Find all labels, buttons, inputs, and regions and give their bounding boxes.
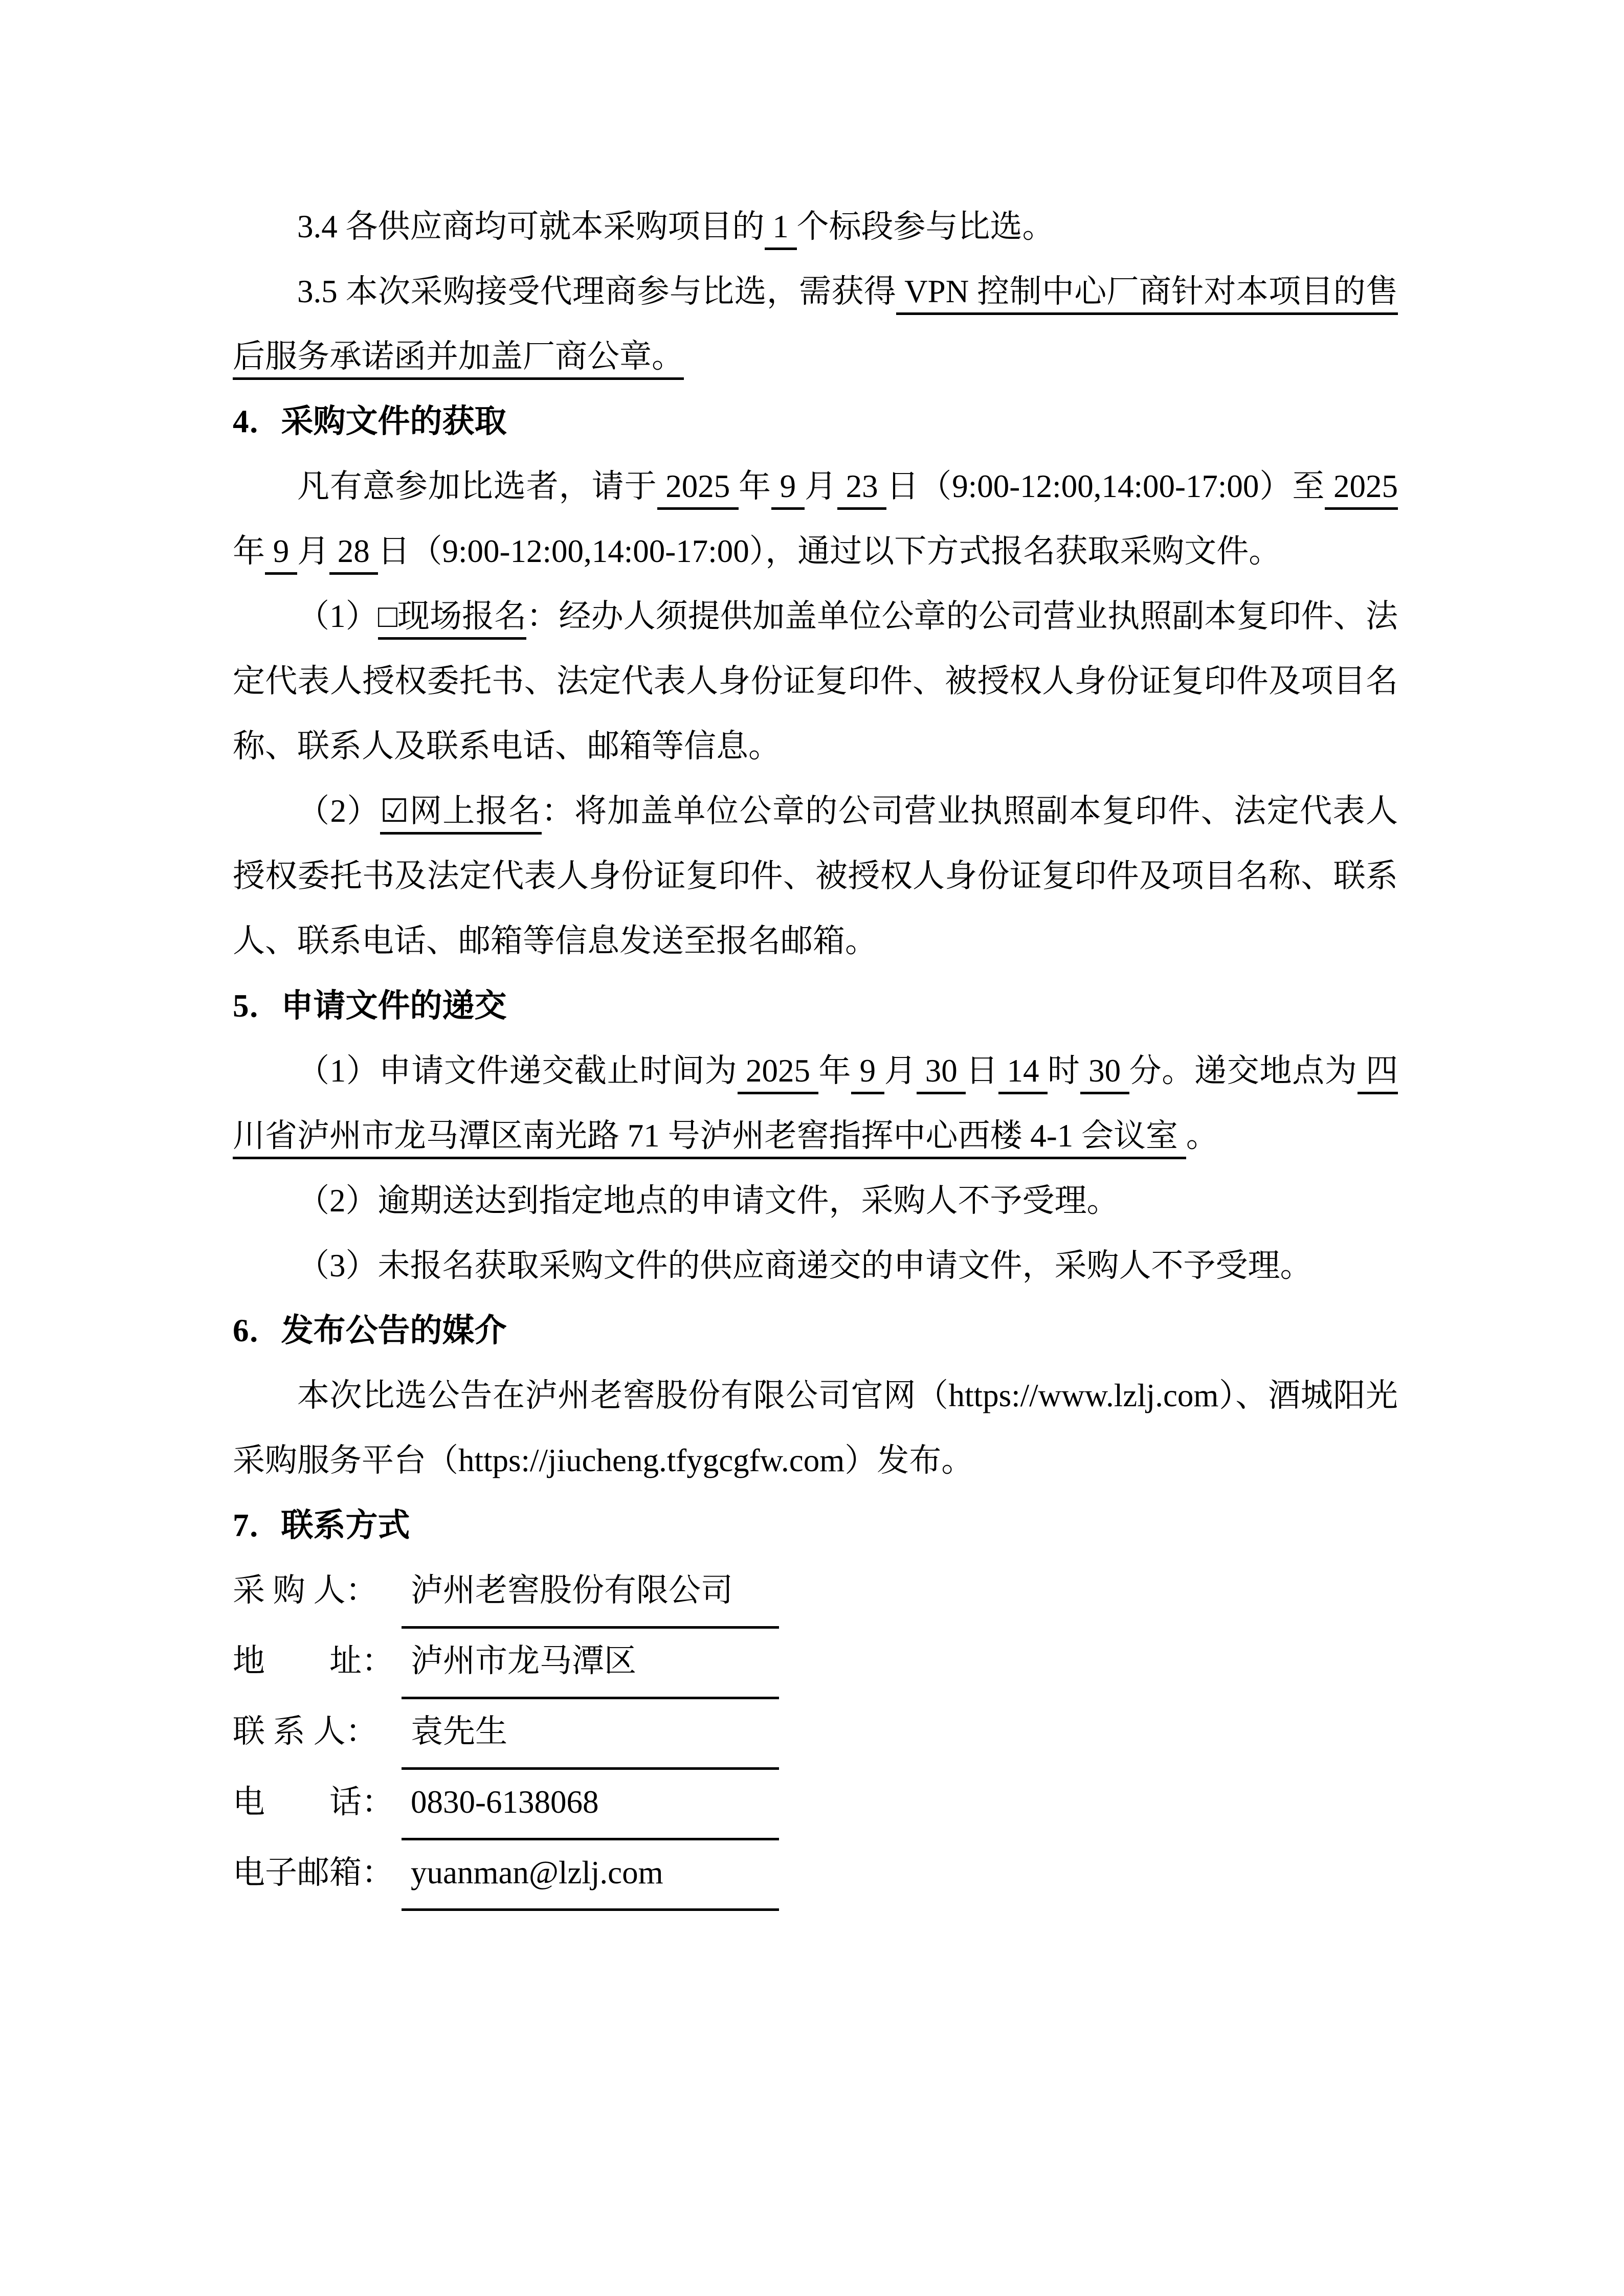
text-run: 分。递交地点为 — [1129, 1053, 1358, 1089]
checkbox-unchecked-icon: □ — [378, 598, 397, 640]
section-heading — [233, 1493, 1398, 1558]
paragraph — [233, 1039, 1398, 1168]
document-content — [233, 194, 1398, 1911]
paragraph — [233, 779, 1398, 974]
text-run: ：将加盖单位公章的公司营业执照副本复印件、法定代表人授权委托书及法定代表人身份证复印件、被授权人身份证复印件及项目名称、联系人、联系电话、邮箱等信息发送至报名邮箱。 — [233, 793, 1398, 959]
text-run: 日（9:00-12:00,14:00-17:00），通过以下方式报名获取采购文件。 — [377, 533, 1281, 569]
text-run: （2）逾期送达到指定地点的申请文件，采购人不予受理。 — [297, 1183, 1119, 1219]
paragraph — [233, 194, 1398, 259]
text-run: 6．发布公告的媒介 — [233, 1313, 507, 1348]
text-run: 月 — [297, 533, 329, 569]
underlined-text: 2025 — [1325, 468, 1398, 510]
paragraph — [233, 1363, 1398, 1493]
text-run: 3.5 本次采购接受代理商参与比选，需获得 — [297, 274, 897, 309]
contact-row — [233, 1629, 1398, 1699]
contact-label: 地 址： — [233, 1643, 394, 1679]
underlined-text: 9 — [265, 533, 297, 575]
contact-label: 联 系 人： — [233, 1714, 378, 1749]
underlined-text: VPN 控制中心厂商针对本项目的售后服务承诺函并加盖厂商公章。 — [233, 274, 1398, 380]
contact-row — [233, 1699, 1398, 1770]
text-run: 年 — [233, 533, 265, 569]
contact-row — [233, 1770, 1398, 1840]
text-run: 年 — [818, 1053, 852, 1089]
underlined-text: 30 — [917, 1053, 966, 1094]
paragraph — [233, 1233, 1398, 1298]
text-run: 年 — [739, 468, 771, 504]
underlined-text: 23 — [837, 468, 886, 510]
text-run: 个标段参与比选。 — [796, 209, 1055, 244]
text-run: 日（9:00-12:00,14:00-17:00）至 — [886, 468, 1325, 504]
contact-value: yuanman@lzlj.com — [411, 1855, 663, 1890]
text-run: 月 — [884, 1053, 917, 1089]
underlined-text: 28 — [329, 533, 378, 575]
text-run: 。 — [1186, 1118, 1218, 1154]
section-heading — [233, 974, 1398, 1039]
contact-label: 电子邮箱： — [233, 1855, 394, 1890]
contact-value: 泸州市龙马潭区 — [411, 1643, 636, 1679]
underlined-text: 2025 — [738, 1053, 819, 1094]
text-run: 凡有意参加比选者，请于 — [297, 468, 657, 504]
underlined-text: 9 — [851, 1053, 884, 1094]
underlined-text: 四川省泸州市龙马潭区南光路 71 号泸州老窖指挥中心西楼 4-1 会议室 — [233, 1053, 1398, 1159]
contact-label: 电 话： — [233, 1784, 394, 1820]
paragraph — [233, 584, 1398, 779]
underlined-text: 网上报名 — [409, 793, 541, 835]
paragraph — [233, 454, 1398, 584]
underline-blank — [402, 1629, 779, 1699]
text-run: 3.4 各供应商均可就本采购项目的 — [297, 209, 765, 244]
underline-blank — [402, 1770, 779, 1840]
underlined-text: 1 — [765, 209, 797, 250]
contact-value: 泸州老窖股份有限公司 — [411, 1572, 733, 1608]
underlined-text: 现场报名 — [397, 598, 526, 640]
section-heading — [233, 389, 1398, 454]
text-run: （3）未报名获取采购文件的供应商递交的申请文件，采购人不予受理。 — [297, 1248, 1312, 1284]
paragraph — [233, 259, 1398, 389]
checkbox-checked-icon: ☑ — [380, 793, 409, 835]
text-run: 4．采购文件的获取 — [233, 403, 507, 439]
text-run: （1）申请文件递交截止时间为 — [297, 1053, 738, 1089]
text-run: 时 — [1047, 1053, 1080, 1089]
contact-row — [233, 1558, 1398, 1629]
text-run: 本次比选公告在泸州老窖股份有限公司官网（https://www.lzlj.com）、酒城阳光采购服务平台（https://jiucheng.tfygcgfw.com）发布。 — [233, 1378, 1398, 1478]
underlined-text: 14 — [998, 1053, 1048, 1094]
text-run: 5．申请文件的递交 — [233, 988, 507, 1024]
underlined-text: 2025 — [657, 468, 739, 510]
underlined-text: 9 — [771, 468, 805, 510]
underline-blank — [402, 1558, 779, 1629]
contact-value: 0830-6138068 — [411, 1784, 599, 1820]
underlined-text: 30 — [1080, 1053, 1129, 1094]
text-run: 日 — [966, 1053, 998, 1089]
underline-blank — [402, 1840, 779, 1911]
contact-row — [233, 1840, 1398, 1911]
section-heading — [233, 1298, 1398, 1363]
paragraph — [233, 1168, 1398, 1233]
contact-label: 采 购 人： — [233, 1572, 378, 1608]
contact-value: 袁先生 — [411, 1714, 507, 1749]
text-run: （1） — [297, 598, 378, 634]
text-run: 7．联系方式 — [233, 1507, 410, 1543]
text-run: 月 — [804, 468, 837, 504]
underline-blank — [402, 1699, 779, 1770]
text-run: （2） — [297, 793, 380, 829]
text-run: ：经办人须提供加盖单位公章的公司营业执照副本复印件、法定代表人授权委托书、法定代表人身份证复印件、被授权人身份证复印件及项目名称、联系人及联系电话、邮箱等信息。 — [233, 598, 1398, 764]
